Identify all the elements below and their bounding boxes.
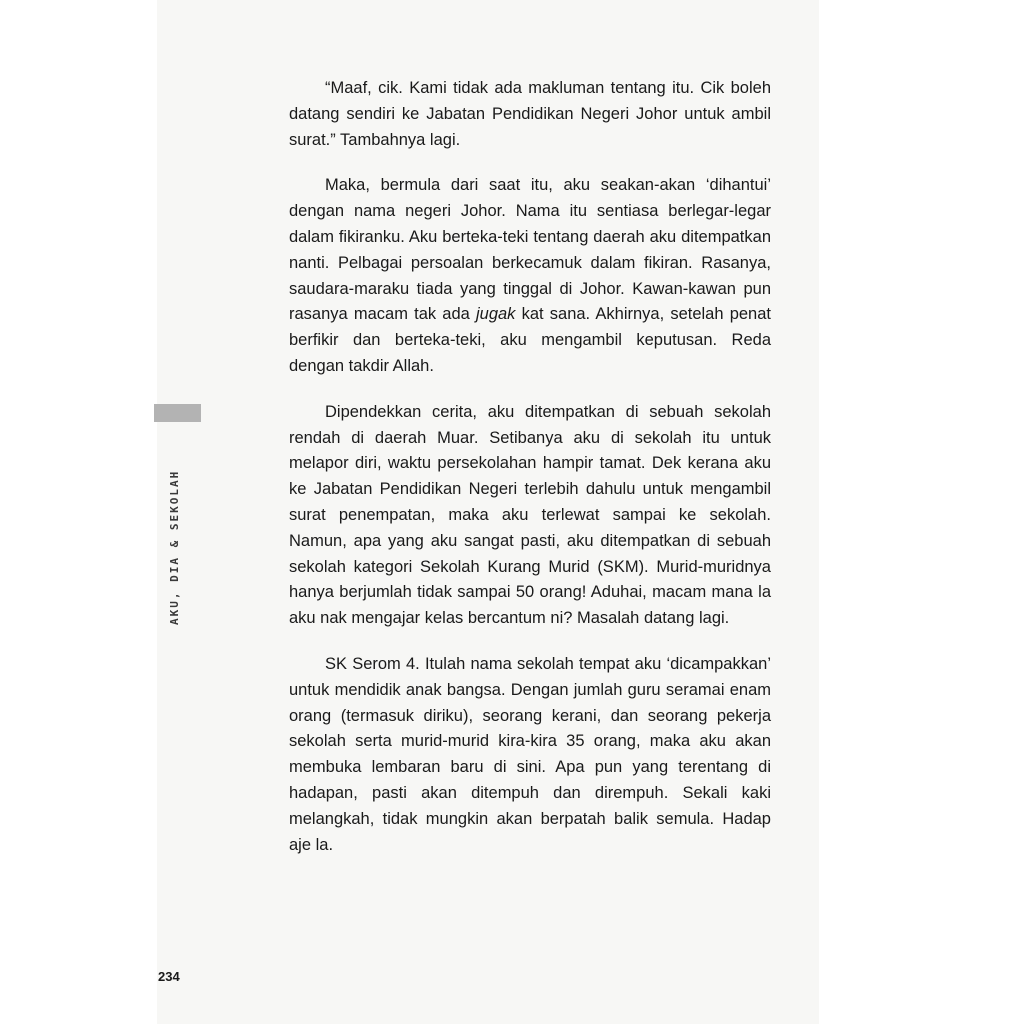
paragraph-3 [289, 400, 771, 632]
paragraph-2-tail: kat sana. Akhirnya, setelah penat berfikir dan berteka-teki, aku mengambil keputusan. Reda dengan takdir Allah. [289, 305, 771, 375]
paragraph-4 [289, 652, 771, 858]
paragraph-2 [289, 173, 771, 379]
running-head-vertical [167, 609, 183, 625]
paragraph-2-italic: jugak [475, 305, 516, 324]
paragraph-4-text: SK Serom 4. Itulah nama sekolah tempat aku ‘dicampakkan’ untuk mendidik anak bangsa. Dengan jumlah guru seramai enam orang (termasuk diriku), seorang kerani, dan seorang pekerja sekolah serta murid-murid kira-kira 35 orang, maka aku akan membuka lembaran baru di sini. Apa pun yang terentang di hadapan, pasti akan ditempuh dan dirempuh. Sekali kaki melangkah, tidak mungkin akan berpatah balik semula. Hadap aje la. [289, 654, 771, 854]
paragraph-1-text: “Maaf, cik. Kami tidak ada makluman tentang itu. Cik boleh datang sendiri ke Jabatan Pendidikan Negeri Johor untuk ambil surat.” Tambahnya lagi. [289, 79, 771, 149]
paragraph-3-text: Dipendekkan cerita, aku ditempatkan di sebuah sekolah rendah di daerah Muar. Setibanya aku di sekolah itu untuk melapor diri, waktu persekolahan hampir tamat. Dek kerana aku ke Jabatan Pendidikan Negeri terlebih dahulu untuk mengambil surat penempatan, maka aku terlewat sampai ke sekolah. Namun, apa yang aku sangat pasti, aku ditempatkan di sebuah sekolah kategori Sekolah Kurang Murid (SKM). Murid-muridnya hanya berjumlah tidak sampai 50 orang! Aduhai, macam mana la aku nak mengajar kelas bercantum ni? Masalah datang lagi. [289, 402, 771, 628]
body-text [289, 76, 771, 878]
paragraph-2-text: Maka, bermula dari saat itu, aku seakan-akan ‘dihantui’ dengan nama negeri Johor. Nama itu sentiasa berlegar-legar dalam fikiranku. Aku berteka-teki tentang daerah aku ditempatkan nanti. Pelbagai persoalan berkecamuk dalam fikiran. Rasanya, saudara-maraku tiada yang tinggal di Johor. Kawan-kawan pun rasanya macam tak ada [289, 176, 771, 324]
page-number: 234 [158, 969, 180, 984]
chapter-tab-marker [154, 404, 201, 422]
paragraph-1 [289, 76, 771, 153]
